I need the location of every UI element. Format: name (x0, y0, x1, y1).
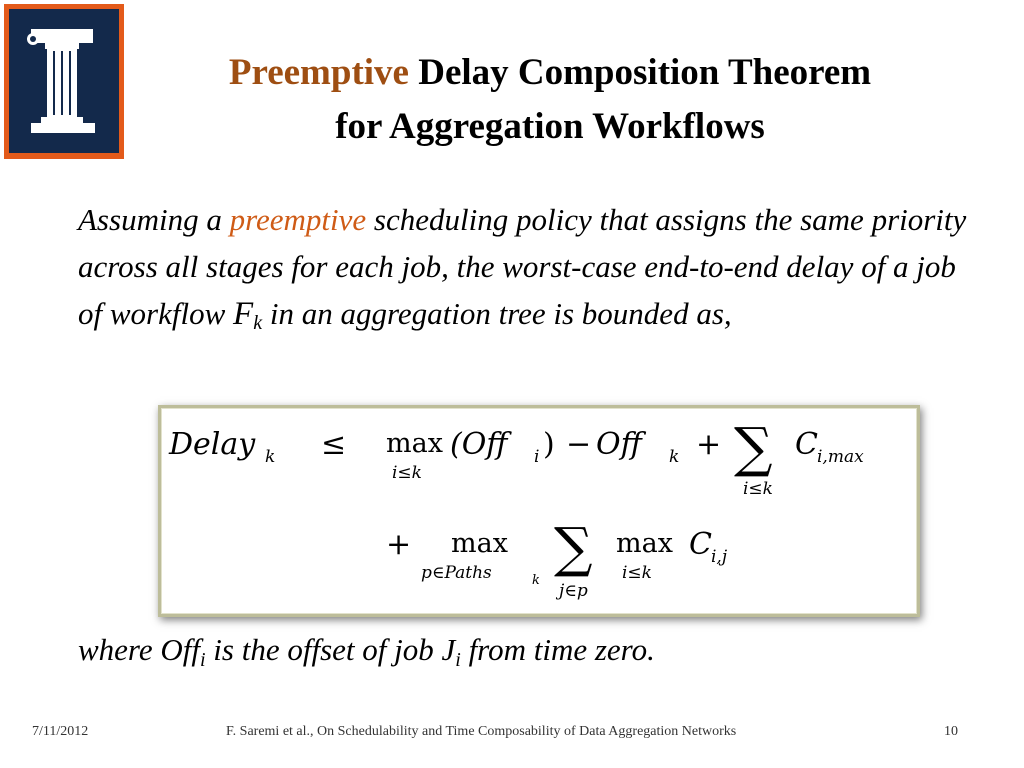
max-operator-paths: max (451, 528, 508, 559)
plus-symbol-2: + (386, 527, 412, 562)
svg-text:i,max: i,max (817, 447, 864, 467)
max-operator-2: max (616, 528, 673, 559)
column-icon (9, 9, 119, 153)
svg-text:i≤k: i≤k (743, 479, 773, 499)
offset-definition: where Off$_i$ is the offset of job $J_i$ from time zero. (78, 632, 655, 671)
sum-symbol-2: ∑ (554, 516, 593, 579)
svg-text:i≤k: i≤k (622, 563, 652, 583)
title-line-2: for Aggregation Workflows (335, 106, 765, 147)
workflow-variable: $F_k$ (233, 296, 263, 334)
sum-symbol: ∑ (734, 416, 773, 479)
title-line1-rest: Delay Composition Theorem (408, 52, 872, 93)
svg-text:i≤k: i≤k (392, 463, 422, 483)
slide-number: 10 (944, 724, 958, 739)
theorem-statement (78, 196, 978, 347)
svg-text:k: k (265, 447, 276, 467)
statement-end: in an aggregation tree is bounded as, (262, 296, 732, 331)
university-logo (0, 0, 128, 160)
statement-pre: Assuming a (78, 202, 230, 237)
statement-post: scheduling policy that assigns the same priority across all stages for each job, the worst-case end-to-end delay of a job of workflow (78, 202, 967, 331)
plus-symbol: + (696, 427, 722, 462)
svg-text:p∈Paths: p∈Paths (421, 563, 492, 583)
minus-symbol: − (566, 427, 592, 462)
max-operator: max (386, 428, 443, 459)
title-line-1 (140, 46, 960, 100)
c-imax-term: C (795, 427, 818, 462)
title-accent-word: Preemptive (228, 52, 409, 93)
offset-i-term: (Off (450, 427, 508, 462)
slide-title (140, 46, 960, 154)
svg-text:i: i (534, 447, 540, 467)
leq-symbol: ≤ (321, 427, 347, 462)
delay-term: Delay (169, 427, 256, 462)
svg-text:k: k (532, 573, 540, 588)
svg-text:): ) (543, 427, 555, 462)
offset-k-term: Off (596, 427, 642, 462)
footer-date: 7/11/2012 (32, 724, 89, 739)
footer-citation: F. Saremi et al., On Schedulability and Time Composability of Data Aggregation Networks (226, 724, 737, 739)
formula-box (158, 405, 920, 617)
c-ij-term: C (689, 527, 712, 562)
svg-text:k: k (669, 447, 680, 467)
statement-accent-word: preemptive (229, 202, 367, 237)
svg-text:i,j: i,j (711, 547, 728, 567)
delay-bound-formula (161, 408, 917, 614)
svg-text:j∈p: j∈p (559, 581, 588, 601)
